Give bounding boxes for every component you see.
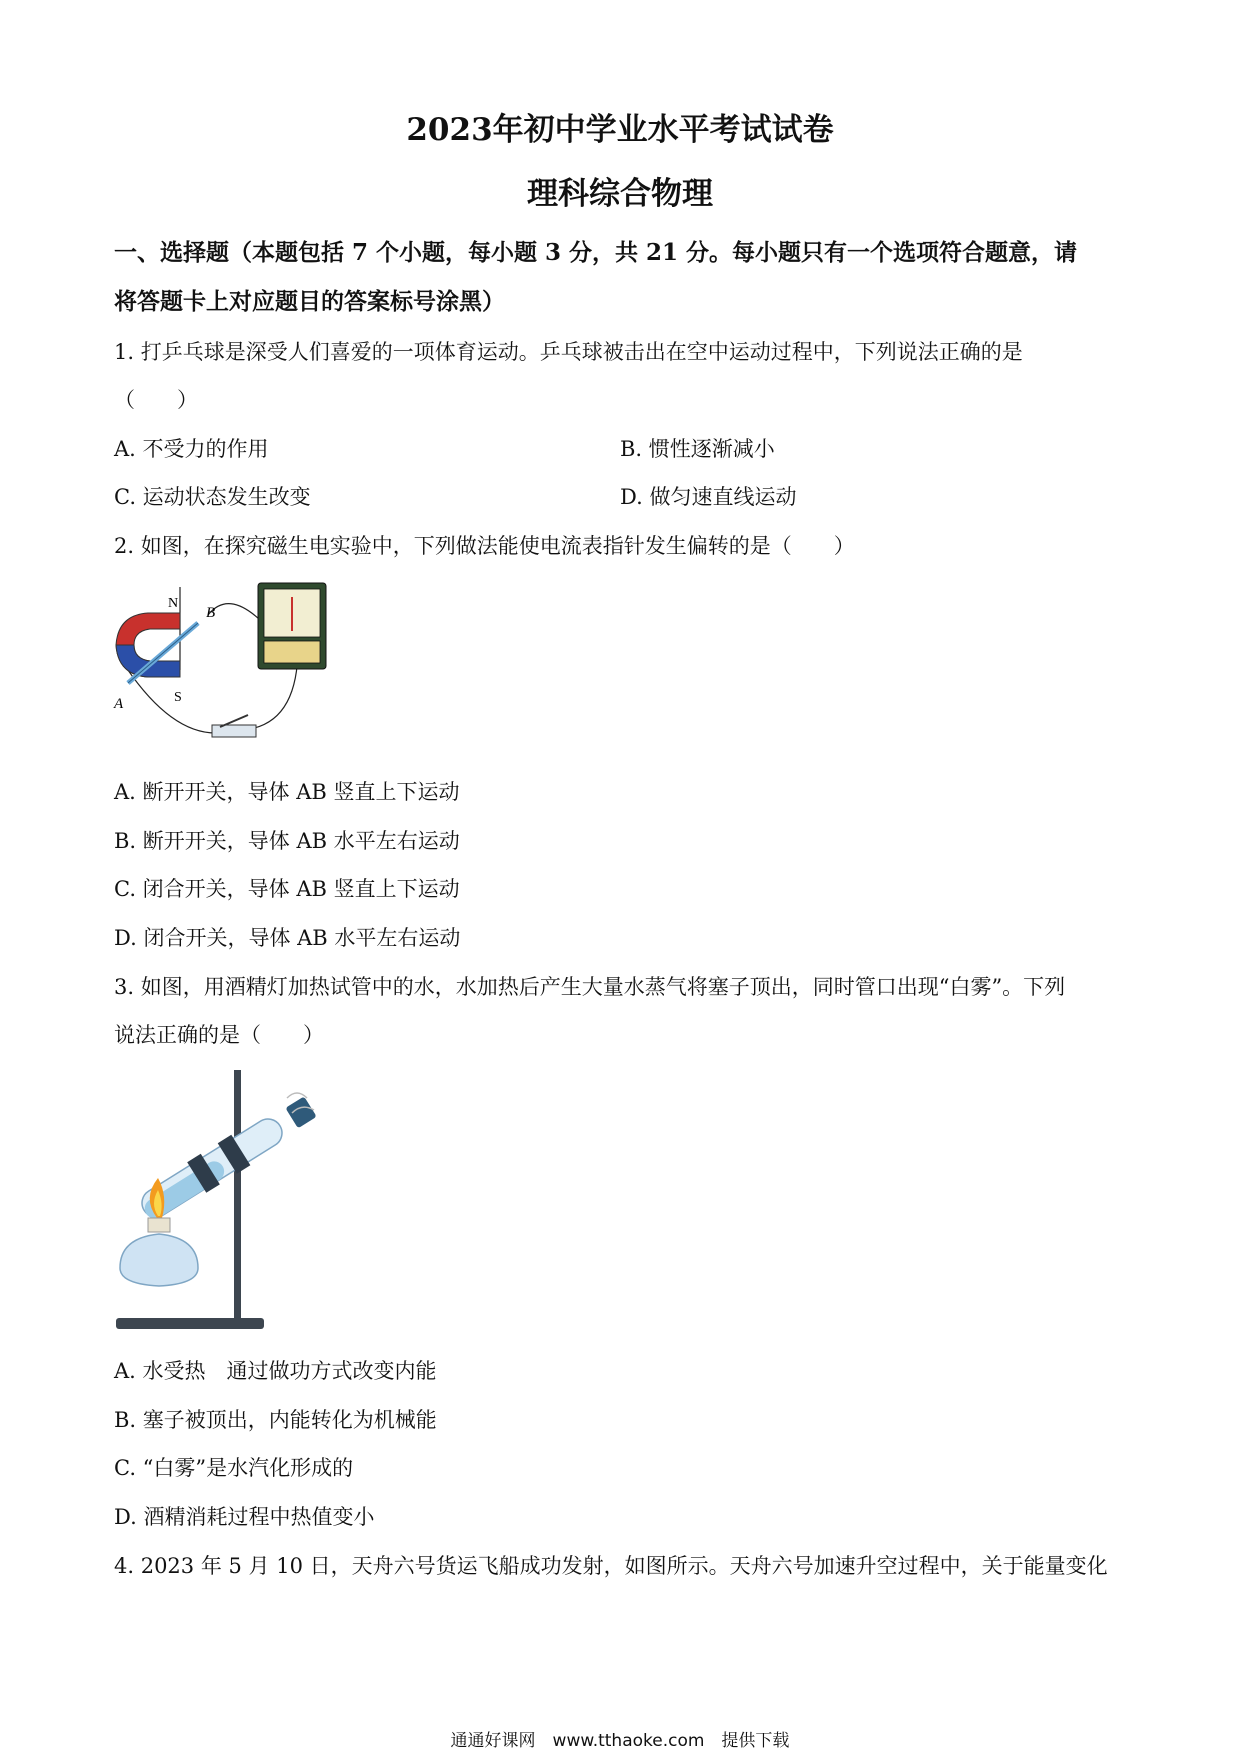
q3-option-d: D. 酒精消耗过程中热值变小 <box>114 1505 375 1529</box>
q3-option-a: A. 水受热 通过做功方式改变内能 <box>114 1359 437 1383</box>
q2-option-b: B. 断开开关，导体 AB 水平左右运动 <box>114 829 460 853</box>
q3-figure-test-tube-heating <box>112 1068 337 1333</box>
exam-subtitle: 理科综合物理 <box>527 176 713 212</box>
q2-option-a: A. 断开开关，导体 AB 竖直上下运动 <box>114 780 460 804</box>
q2-option-d: D. 闭合开关，导体 AB 水平左右运动 <box>114 926 461 950</box>
q2-stem: 2. 如图，在探究磁生电实验中，下列做法能使电流表指针发生偏转的是（ ） <box>114 534 855 558</box>
q3-stem-line1: 3. 如图，用酒精灯加热试管中的水，水加热后产生大量水蒸气将塞子顶出，同时管口出现“白雾”。下列 <box>114 975 1066 999</box>
section-heading-line1: 一、选择题（本题包括 7 个小题，每小题 3 分，共 21 分。每小题只有一个选项符合题意，请 <box>114 239 1078 266</box>
q2-label-a: A <box>114 696 124 712</box>
q1-option-d: D. 做匀速直线运动 <box>620 485 797 509</box>
q3-option-c: C. “白雾”是水汽化形成的 <box>114 1456 354 1480</box>
section-heading-line2: 将答题卡上对应题目的答案标号涂黑） <box>114 288 505 315</box>
exam-title: 2023年初中学业水平考试试卷 <box>406 112 834 148</box>
q1-option-a: A. 不受力的作用 <box>114 437 269 461</box>
q1-stem-line2: （ ） <box>114 388 198 412</box>
q2-label-b: B <box>206 605 216 621</box>
page-footer: 通通好课网 www.tthaoke.com 提供下载 <box>450 1731 790 1751</box>
q2-label-n: N <box>168 596 179 611</box>
q3-option-b: B. 塞子被顶出，内能转化为机械能 <box>114 1408 437 1432</box>
q2-figure-electromagnetic-induction <box>108 575 338 750</box>
q4-stem-line1: 4. 2023 年 5 月 10 日，天舟六号货运飞船成功发射，如图所示。天舟六号加速升空过程中，关于能量变化 <box>114 1554 1108 1578</box>
q2-label-s: S <box>174 690 182 705</box>
q1-stem-line1: 1. 打乒乓球是深受人们喜爱的一项体育运动。乒乓球被击出在空中运动过程中，下列说法正确的是 <box>114 340 1023 364</box>
q1-option-c: C. 运动状态发生改变 <box>114 485 311 509</box>
q2-option-c: C. 闭合开关，导体 AB 竖直上下运动 <box>114 877 460 901</box>
q3-stem-line2: 说法正确的是（ ） <box>114 1023 324 1047</box>
q1-option-b: B. 惯性逐渐减小 <box>620 437 775 461</box>
